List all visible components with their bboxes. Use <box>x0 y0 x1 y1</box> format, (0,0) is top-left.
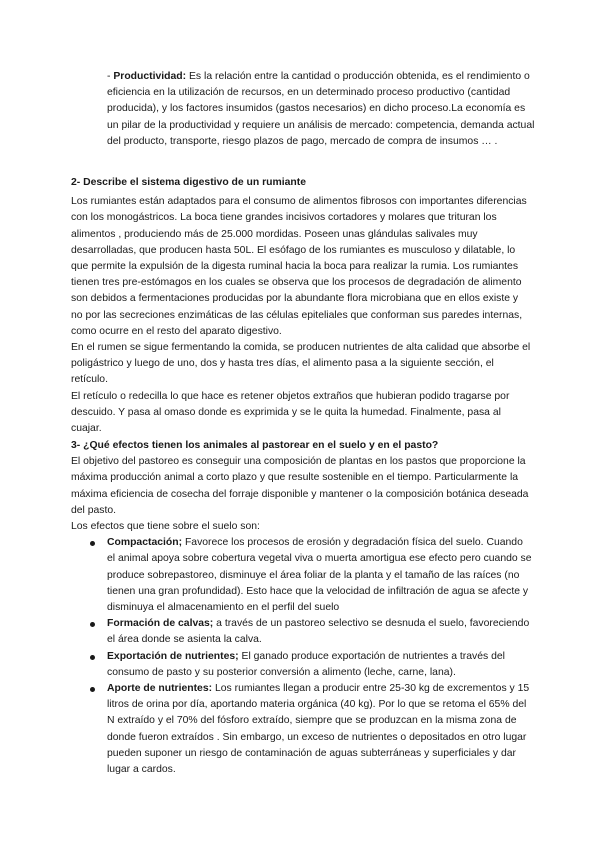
section-3-paragraph: El objetivo del pastoreo es conseguir una composición de plantas en los pastos que proporcione la máxima producción animal a corto plazo y que resulte sostenible en el tiempo. Particularmente la máxima eficiencia de cosecha del forraje disponible y mantener o la composición botánica deseada del pasto. <box>71 456 529 516</box>
list-item <box>71 535 533 616</box>
list-item-text: Favorece los procesos de erosión y degradación física del suelo. Cuando el animal apoya sobre cobertura vegetal viva o muerta amortigua ese efecto pero cuando se produce sobrepastoreo, disminuye el área foliar de la planta y el tamaño de las raíces (no tienen una gran profundidad). Esto hace que la velocidad de infiltración de agua se afecte y disminuya el almacenamiento en el perfil del suelo <box>107 537 532 614</box>
section-2-paragraph-1: Los rumiantes están adaptados para el consumo de alimentos fibrosos con importantes diferencias con los monogástricos. La boca tiene grandes incisivos cortadores y molares que trituran los alimentos , produciendo más de 25.000 mordidas. Poseen unas glándulas salivales muy desarrolladas, que producen hasta 50L. El esófago de los rumiantes es musculoso y dilatable, lo que permite la expulsión de la digesta ruminal hacia la boca para realizar la rumia. Los rumiantes tienen tres pre-estómagos en los cuales se observa que los procesos de degradación de alimento son debidos a fermentaciones producidas por la abundante flora microbiana que en ellos existe y no por las secreciones enzimáticas de las células epiteliales que conforman sus paredes internas, como ocurre en el resto del aparato digestivo. <box>71 196 527 337</box>
productivity-definition <box>107 69 535 150</box>
intro-term: Productividad: <box>113 71 187 82</box>
intro-prefix: - <box>107 71 114 82</box>
section-3-heading: 3- ¿Qué efectos tienen los animales al pastorear en el suelo y en el pasto? <box>71 440 439 451</box>
section-3 <box>71 438 533 778</box>
section-2-paragraph-3: El retículo o redecilla lo que hace es retener objetos extraños que hubieran podido tragarse por descuido. Y pasa al omaso donde es exprimida y se le quita la humedad. Finalmente, pasa al cuajar. <box>71 390 510 435</box>
list-item-term: Formación de calvas; <box>107 618 214 630</box>
intro-text: Es la relación entre la cantidad o producción obtenida, es el rendimiento o eficiencia en la utilización de recursos, en un determinado proceso productivo (cantidad producida), y los factores insumidos (gastos necesarios) en dicho proceso.La economía es un pilar de la productividad y requiere un análisis de mercado: competencia, demanda actual del producto, transporte, riesgo plazos de pago, mercado de compra de insumos … . <box>107 71 535 147</box>
effects-list <box>71 535 533 778</box>
section-2 <box>71 175 531 437</box>
list-item-term: Compactación; <box>107 537 183 549</box>
list-item-term: Exportación de nutrientes; <box>107 650 239 662</box>
list-item-text: El ganado produce exportación de nutrientes a través del consumo de pasto y su posterior conversión a alimento (leche, carne, lana). <box>107 650 505 678</box>
list-item-text: Los rumiantes llegan a producir entre 25-30 kg de excrementos y 15 litros de orina por día, aportando materia orgánica (40 kg). Por lo que se retoma el 65% del N extraído y el 70% del fósforo extraído, siempre que se produzcan en la misma zona de donde fueron extraídos . Sin embargo, un exceso de nutrientes o depositados en otro lugar pueden suponer un riesgo de contaminación de aguas subterráneas y superficiales y dar lugar a cardos. <box>107 683 530 776</box>
list-item-term: Aporte de nutrientes: <box>107 683 213 695</box>
list-item <box>71 681 533 778</box>
list-item <box>71 616 533 648</box>
list-item <box>71 649 533 681</box>
section-2-paragraph-2: En el rumen se sigue fermentando la comida, se producen nutrientes de alta calidad que absorbe el poligástrico y luego de uno, dos y hasta tres días, el alimento pasa a la siguiente sección, el retículo. <box>71 342 531 386</box>
section-2-heading: 2- Describe el sistema digestivo de un rumiante <box>71 177 307 188</box>
intro-paragraph <box>107 69 535 150</box>
list-item-text: a través de un pastoreo selectivo se desnuda el suelo, favoreciendo el área donde se asienta la calva. <box>107 618 530 646</box>
section-3-list-intro: Los efectos que tiene sobre el suelo son: <box>71 521 260 533</box>
